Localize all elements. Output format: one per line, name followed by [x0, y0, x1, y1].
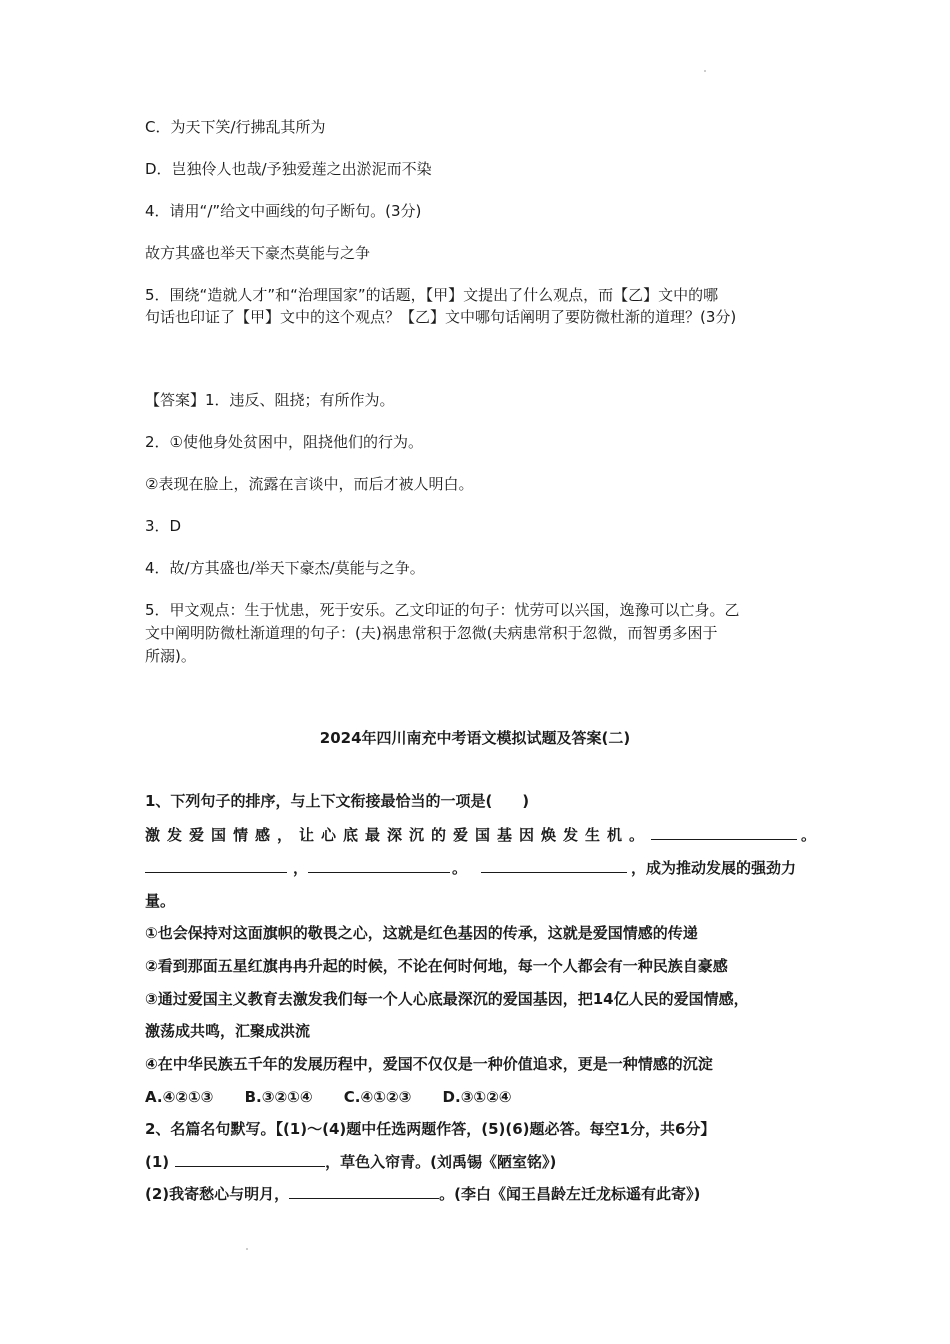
option-b[interactable]: B.③②①④ [244, 1088, 313, 1106]
sentence-3-line-1: ③通过爱国主义教育去激发我们每一个人心底最深沉的爱国基因，把14亿人民的爱国情感， [145, 990, 749, 1008]
scan-dot [246, 1248, 248, 1250]
scan-dot [704, 70, 706, 72]
context-period: 。 [452, 859, 468, 877]
question-4-text: 故方其盛也举天下豪杰莫能与之争 [145, 244, 371, 262]
section-title: 2024年四川南充中考语文模拟试题及答案(二) [319, 729, 631, 747]
fill-blank[interactable] [175, 1152, 325, 1167]
fill-blank[interactable] [289, 1184, 439, 1199]
context-line-1 [145, 825, 816, 845]
context-text-b: ，成为推动发展的强劲力 [631, 859, 797, 877]
option-c[interactable]: C.④①②③ [343, 1088, 412, 1106]
question-5-line-2: 句话也印证了【甲】文中的这个观点？【乙】文中哪句话阐明了要防微杜渐的道理？(3分) [145, 308, 737, 326]
context-line-3: 量。 [145, 892, 176, 910]
fill-blank[interactable] [145, 858, 287, 873]
context-comma: ， [293, 859, 309, 877]
sentence-4: ④在中华民族五千年的发展历程中，爱国不仅仅是一种价值追求，更是一种情感的沉淀 [145, 1055, 713, 1073]
context-period: 。 [801, 826, 817, 844]
option-a[interactable]: A.④②①③ [145, 1088, 214, 1106]
question-5-line-1: 5．围绕“造就人才”和“治理国家”的话题，【甲】文提出了什么观点，而【乙】文中的哪 [145, 286, 719, 304]
question-2-item-2 [145, 1184, 700, 1204]
answer-1: 【答案】1．违反、阻挠；有所作为。 [145, 391, 395, 409]
answer-options [145, 1087, 512, 1107]
item-text: ，草色入帘青。(刘禹锡《陋室铭》) [325, 1153, 557, 1171]
question-2-item-1 [145, 1152, 556, 1172]
answer-5-line-1: 5．甲文观点：生于忧患，死于安乐。乙文印证的句子：忧劳可以兴国，逸豫可以亡身。乙 [145, 601, 740, 619]
fill-blank[interactable] [651, 825, 797, 840]
option-d: D．岂独伶人也哉/予独爱莲之出淤泥而不染 [145, 160, 432, 178]
answer-2b: ②表现在脸上，流露在言谈中，而后才被人明白。 [145, 475, 474, 493]
answer-3: 3．D [145, 517, 182, 535]
answer-4: 4．故/方其盛也/举天下豪杰/莫能与之争。 [145, 559, 425, 577]
sentence-3-line-2: 激荡成共鸣，汇聚成洪流 [145, 1022, 311, 1040]
item-text-pre: (2)我寄愁心与明月， [145, 1185, 290, 1203]
sentence-1: ①也会保持对这面旗帜的敬畏之心，这就是红色基因的传承，这就是爱国情感的传递 [145, 924, 698, 942]
option-d[interactable]: D.③①②④ [442, 1088, 512, 1106]
question-2: 2、名篇名句默写。【(1)～(4)题中任选两题作答，(5)(6)题必答。每空1分，共6分】 [145, 1120, 716, 1138]
question-1: 1、下列句子的排序，与上下文衔接最恰当的一项是( ) [145, 792, 530, 810]
sentence-2: ②看到那面五星红旗冉冉升起的时候，不论在何时何地，每一个人都会有一种民族自豪感 [145, 957, 728, 975]
fill-blank[interactable] [481, 858, 627, 873]
answer-2: 2．①使他身处贫困中，阻挠他们的行为。 [145, 433, 423, 451]
item-text-post: 。(李白《闻王昌龄左迁龙标遥有此寄》) [439, 1185, 701, 1203]
question-4: 4．请用“/”给文中画线的句子断句。(3分) [145, 202, 422, 220]
answer-5-line-2: 文中阐明防微杜渐道理的句子：(夫)祸患常积于忽微(夫病患常积于忽微，而智勇多困于 [145, 624, 718, 642]
context-text-a: 激发爱国情感，让心底最深沉的爱国基因焕发生机。 [145, 826, 652, 844]
context-line-2 [145, 858, 796, 878]
answer-5-line-3: 所溺)。 [145, 647, 196, 665]
item-number: (1) [145, 1153, 170, 1171]
fill-blank[interactable] [308, 858, 450, 873]
option-c: C．为天下笑/行拂乱其所为 [145, 118, 326, 136]
